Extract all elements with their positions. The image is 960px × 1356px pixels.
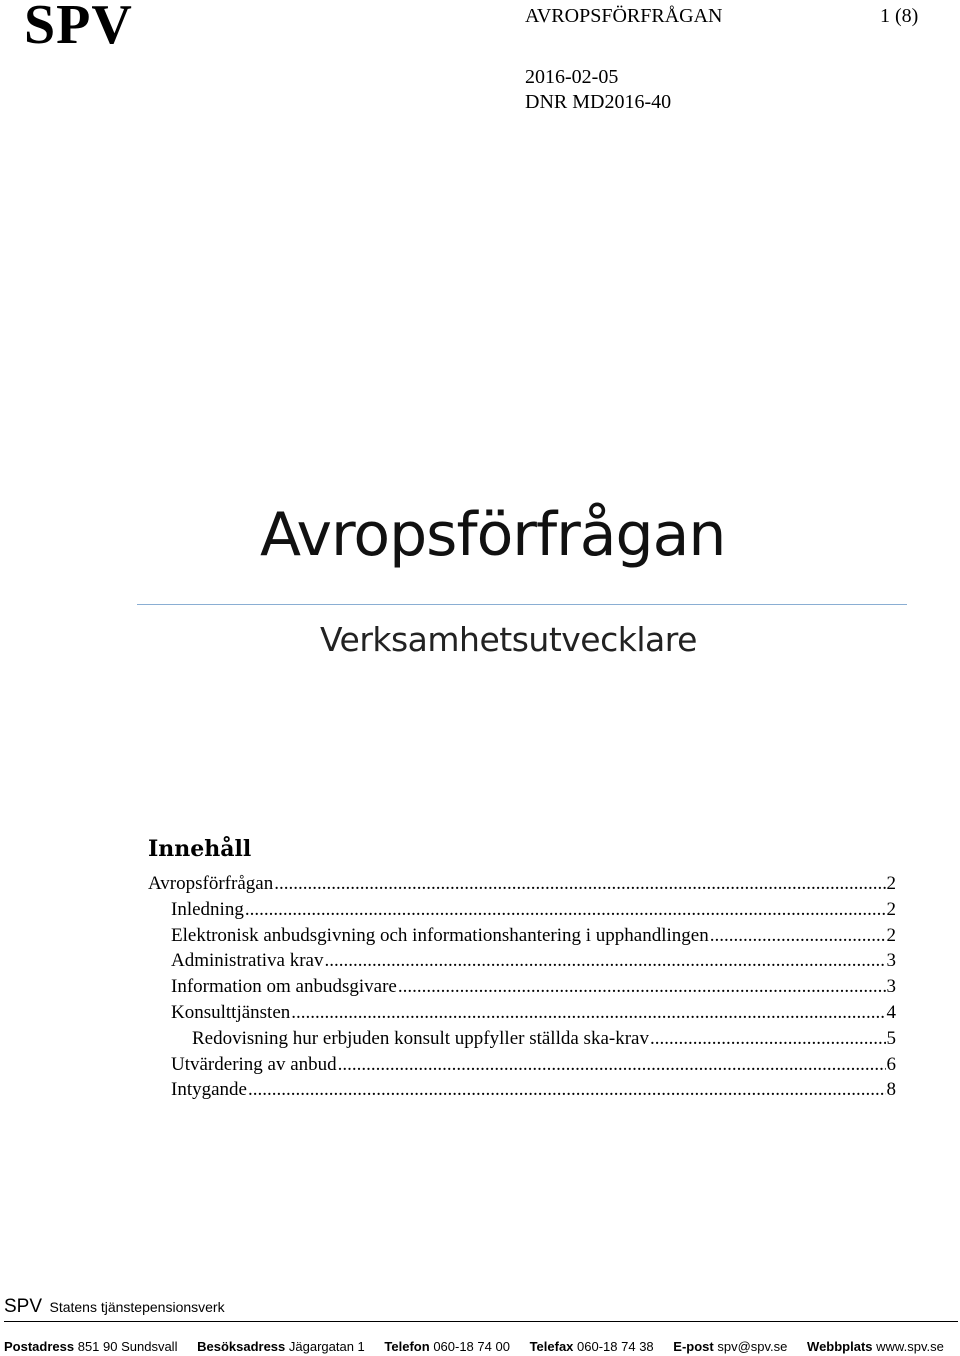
document-type: AVROPSFÖRFRÅGAN [525, 5, 723, 27]
toc-item-page: 4 [886, 1001, 896, 1023]
toc-item[interactable] [148, 897, 896, 923]
toc-item-page: 8 [886, 1079, 896, 1101]
toc-leader-dots [325, 948, 886, 974]
toc-item-page: 6 [886, 1053, 896, 1075]
toc-item-label: Elektronisk anbudsgivning och informationshantering i upphandlingen [171, 924, 709, 946]
toc-item-label: Administrativa krav [171, 950, 324, 972]
webbplats-label: Webbplats [807, 1339, 873, 1354]
table-of-contents [148, 871, 896, 1103]
toc-leader-dots [291, 1000, 885, 1026]
toc-leader-dots [710, 923, 886, 949]
toc-item-page: 5 [886, 1027, 896, 1049]
webbplats-link[interactable]: www.spv.se [876, 1339, 944, 1354]
toc-item-label: Inledning [171, 898, 244, 920]
telefax-label: Telefax [529, 1339, 574, 1354]
footer-contact-line [4, 1339, 944, 1354]
footer-org-name: Statens tjänstepensionsverk [49, 1299, 225, 1315]
postadress-label: Postadress [4, 1339, 75, 1354]
telefon-label: Telefon [384, 1339, 430, 1354]
telefon-value: 060-18 74 00 [433, 1339, 510, 1354]
toc-heading: Innehåll [148, 836, 252, 862]
toc-item-page: 3 [886, 950, 896, 972]
toc-item[interactable] [148, 1000, 896, 1026]
toc-item-label: Intygande [171, 1079, 247, 1101]
toc-item[interactable] [148, 1077, 896, 1103]
document-dnr: DNR MD2016-40 [525, 91, 672, 113]
toc-item[interactable] [148, 871, 896, 897]
toc-item[interactable] [148, 1052, 896, 1078]
toc-item[interactable] [148, 974, 896, 1000]
besoksadress-label: Besöksadress [197, 1339, 286, 1354]
toc-item-label: Information om anbudsgivare [171, 976, 397, 998]
footer-org-abbr: SPV [4, 1296, 43, 1317]
cover-title: Avropsförfrågan [260, 500, 726, 570]
cover-subtitle: Verksamhetsutvecklare [320, 620, 697, 659]
footer-organization [4, 1296, 225, 1318]
toc-leader-dots [398, 974, 886, 1000]
toc-item-label: Redovisning hur erbjuden konsult uppfyller ställda ska-krav [192, 1027, 649, 1049]
telefax-value: 060-18 74 38 [577, 1339, 654, 1354]
postadress-value: 851 90 Sundsvall [77, 1339, 178, 1354]
toc-leader-dots [245, 897, 886, 923]
epost-link[interactable]: spv@spv.se [717, 1339, 788, 1354]
toc-leader-dots [248, 1077, 886, 1103]
toc-item-label: Konsulttjänsten [171, 1001, 291, 1023]
toc-item[interactable] [148, 1026, 896, 1052]
page-number: 1 (8) [880, 5, 919, 27]
title-divider [137, 604, 907, 605]
toc-leader-dots [338, 1052, 886, 1078]
toc-item[interactable] [148, 948, 896, 974]
spv-logo: SPV [24, 0, 133, 56]
footer-divider [4, 1321, 958, 1322]
toc-item-label: Utvärdering av anbud [171, 1053, 337, 1075]
toc-item[interactable] [148, 923, 896, 949]
besoksadress-value: Jägargatan 1 [288, 1339, 365, 1354]
toc-leader-dots [650, 1026, 886, 1052]
epost-label: E-post [673, 1339, 714, 1354]
toc-item-page: 2 [886, 873, 896, 894]
toc-item-page: 3 [886, 976, 896, 998]
toc-leader-dots [274, 871, 885, 897]
toc-item-page: 2 [886, 898, 896, 920]
toc-item-page: 2 [886, 924, 896, 946]
toc-item-label: Avropsförfrågan [148, 873, 274, 894]
document-date: 2016-02-05 [525, 66, 619, 88]
